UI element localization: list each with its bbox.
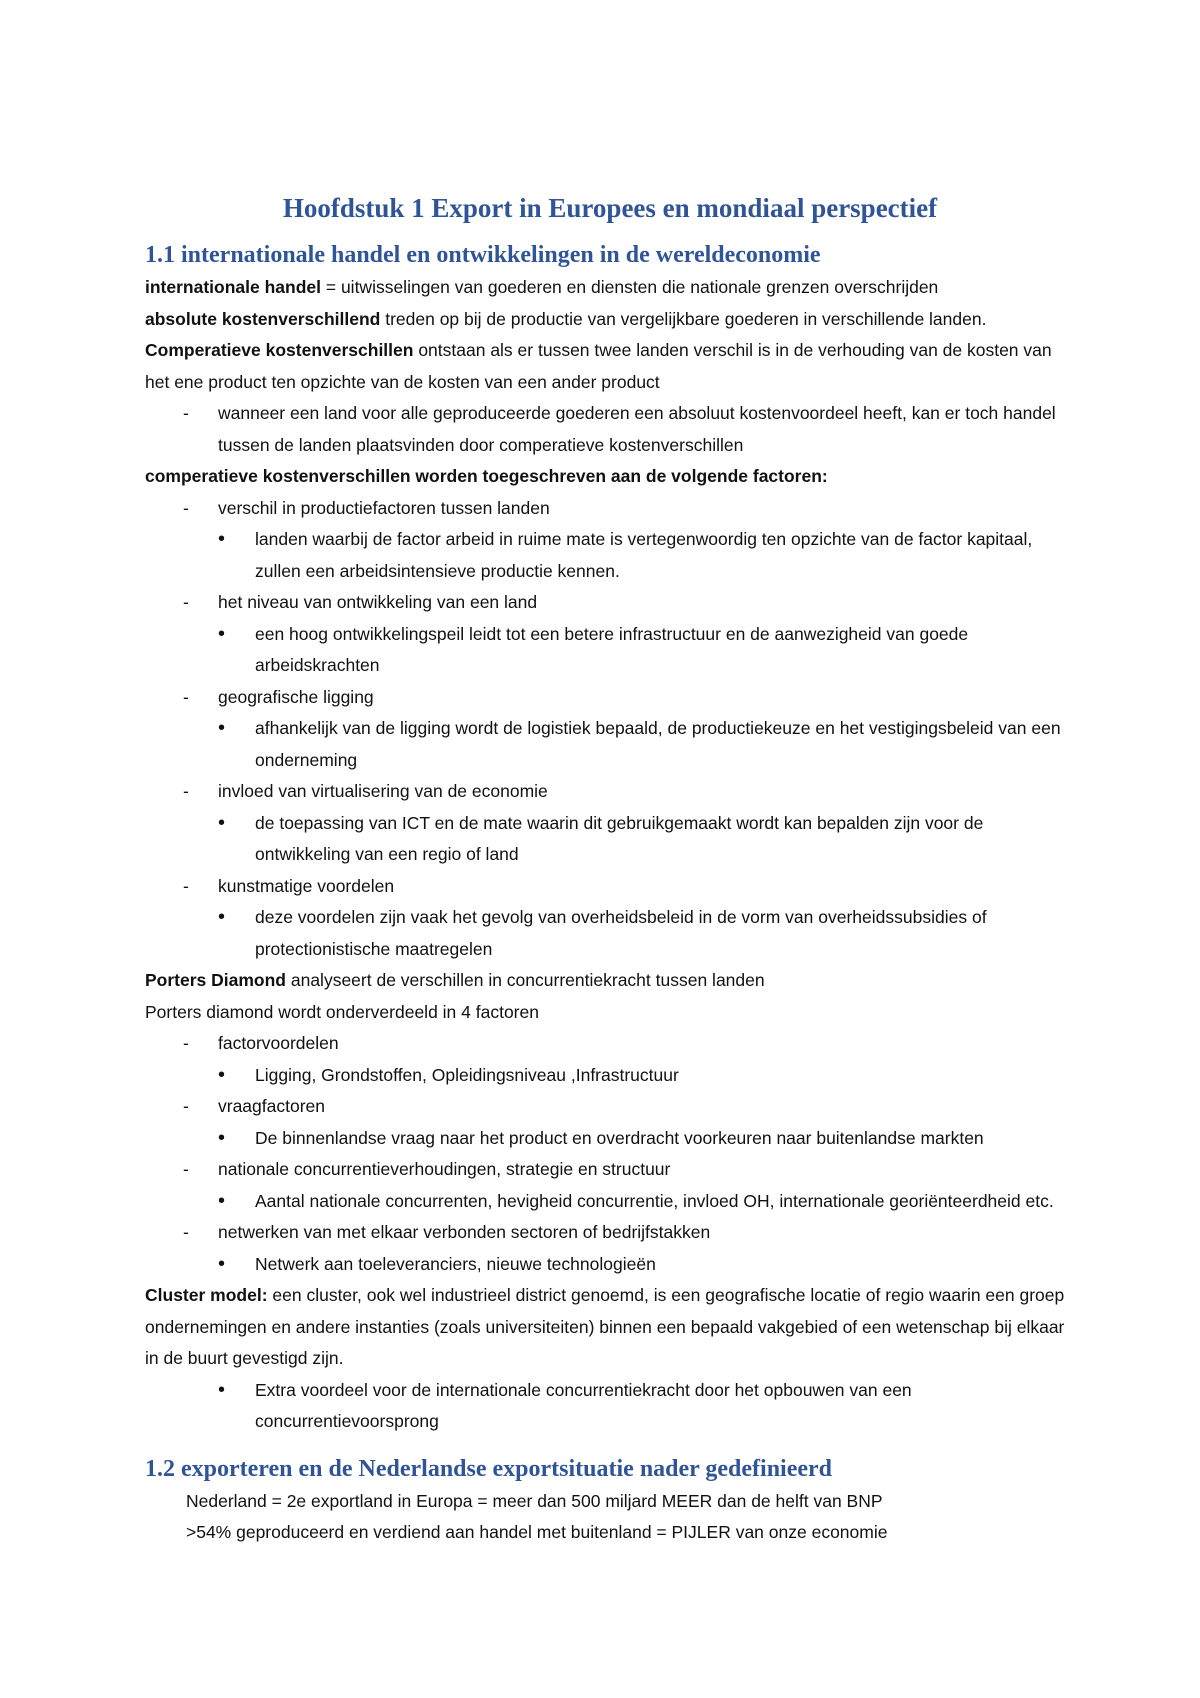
dash-item: - invloed van virtualisering van de economie <box>145 776 1075 808</box>
dash-item: - geografische ligging <box>145 682 1075 714</box>
bullet-item: • afhankelijk van de ligging wordt de logistiek bepaald, de productiekeuze en het vestigingsbeleid van een onderneming <box>145 713 1075 776</box>
term: internationale handel <box>145 277 321 297</box>
bullet-item: • Aantal nationale concurrenten, hevigheid concurrentie, invloed OH, internationale georiënteerdheid etc. <box>145 1186 1075 1218</box>
section-heading-1-2: 1.2 exporteren en de Nederlandse exportsituatie nader gedefinieerd <box>145 1455 833 1482</box>
dash-item: - netwerken van met elkaar verbonden sectoren of bedrijfstakken <box>145 1217 1075 1249</box>
document-content <box>145 190 1075 1549</box>
dash-item: - verschil in productiefactoren tussen landen <box>145 493 1075 525</box>
definition-text: treden op bij de productie van vergelijkbare goederen in verschillende landen. <box>380 308 987 329</box>
dash-item: - factorvoordelen <box>145 1028 1075 1060</box>
definition-internationale-handel <box>145 272 1075 304</box>
dash-item: - nationale concurrentieverhoudingen, strategie en structuur <box>145 1154 1075 1186</box>
definition-cluster-model <box>145 1280 1075 1375</box>
term: Comperatieve kostenverschillen <box>145 340 414 360</box>
definition-porters-diamond <box>145 965 1075 997</box>
bullet-item: • De binnenlandse vraag naar het product en overdracht voorkeuren naar buitenlandse markten <box>145 1123 1075 1155</box>
dash-item: - kunstmatige voordelen <box>145 871 1075 903</box>
definition-text: = uitwisselingen van goederen en diensten die nationale grenzen overschrijden <box>321 277 939 297</box>
dash-item: - het niveau van ontwikkeling van een land <box>145 587 1075 619</box>
definition-text: een cluster, ook wel industrieel district genoemd, is een geografische locatie of regio waarin een groep ondernemingen en andere instanties (zoals universiteiten) binnen een bepaald vakgebied of een wetenschap bij elkaar in de buurt gevestigd zijn. <box>145 1285 1065 1368</box>
definition-comperatieve-kostenverschillen <box>145 335 1075 398</box>
definition-text: analyseert de verschillen in concurrentiekracht tussen landen <box>286 970 765 990</box>
definition-text: ontstaan als er tussen twee landen verschil is in de verhouding van de kosten van het ene product ten opzichte van de kosten van een ander product <box>145 340 1052 392</box>
export-line-2: >54% geproduceerd en verdiend aan handel met buitenland = PIJLER van onze economie <box>186 1522 888 1542</box>
factors-intro: comperatieve kostenverschillen worden toegeschreven aan de volgende factoren: <box>145 466 828 486</box>
export-line-1: Nederland = 2e exportland in Europa = meer dan 500 miljard MEER dan de helft van BNP <box>186 1490 883 1511</box>
page-title: Hoofdstuk 1 Export in Europees en mondiaal perspectief <box>282 193 938 223</box>
dash-item: - vraagfactoren <box>145 1091 1075 1123</box>
bullet-item: • een hoog ontwikkelingspeil leidt tot een betere infrastructuur en de aanwezigheid van goede arbeidskrachten <box>145 619 1075 682</box>
bullet-item: • Netwerk aan toeleveranciers, nieuwe technologieën <box>145 1249 1075 1281</box>
term: absolute kostenverschillend <box>145 308 381 329</box>
definition-absolute-kostenverschillen <box>145 304 1075 336</box>
porter-intro: Porters diamond wordt onderverdeeld in 4 factoren <box>145 1001 539 1022</box>
bullet-item: • Extra voordeel voor de internationale concurrentiekracht door het opbouwen van een concurrentievoorsprong <box>145 1375 1075 1438</box>
section-heading-1-1: 1.1 internationale handel en ontwikkelingen in de wereldeconomie <box>145 242 821 268</box>
bullet-item: • landen waarbij de factor arbeid in ruime mate is vertegenwoordig ten opzichte van de factor kapitaal, zullen een arbeidsintensieve productie kennen. <box>145 524 1075 587</box>
bullet-item: • deze voordelen zijn vaak het gevolg van overheidsbeleid in de vorm van overheidssubsidies of protectionistische maatregelen <box>145 902 1075 965</box>
bullet-item: • Ligging, Grondstoffen, Opleidingsniveau ,Infrastructuur <box>145 1060 1075 1092</box>
porter-factors-list <box>145 1028 1075 1280</box>
dash-item: - wanneer een land voor alle geproduceerde goederen een absoluut kostenvoordeel heeft, kan er toch handel tussen de landen plaatsvinden door comperatieve kostenverschillen <box>145 398 1075 461</box>
term: Porters Diamond <box>145 970 286 990</box>
term: Cluster model: <box>145 1285 268 1305</box>
bullet-item: • de toepassing van ICT en de mate waarin dit gebruikgemaakt wordt kan bepalden zijn voor de ontwikkeling van een regio of land <box>145 808 1075 871</box>
factors-list <box>145 493 1075 966</box>
